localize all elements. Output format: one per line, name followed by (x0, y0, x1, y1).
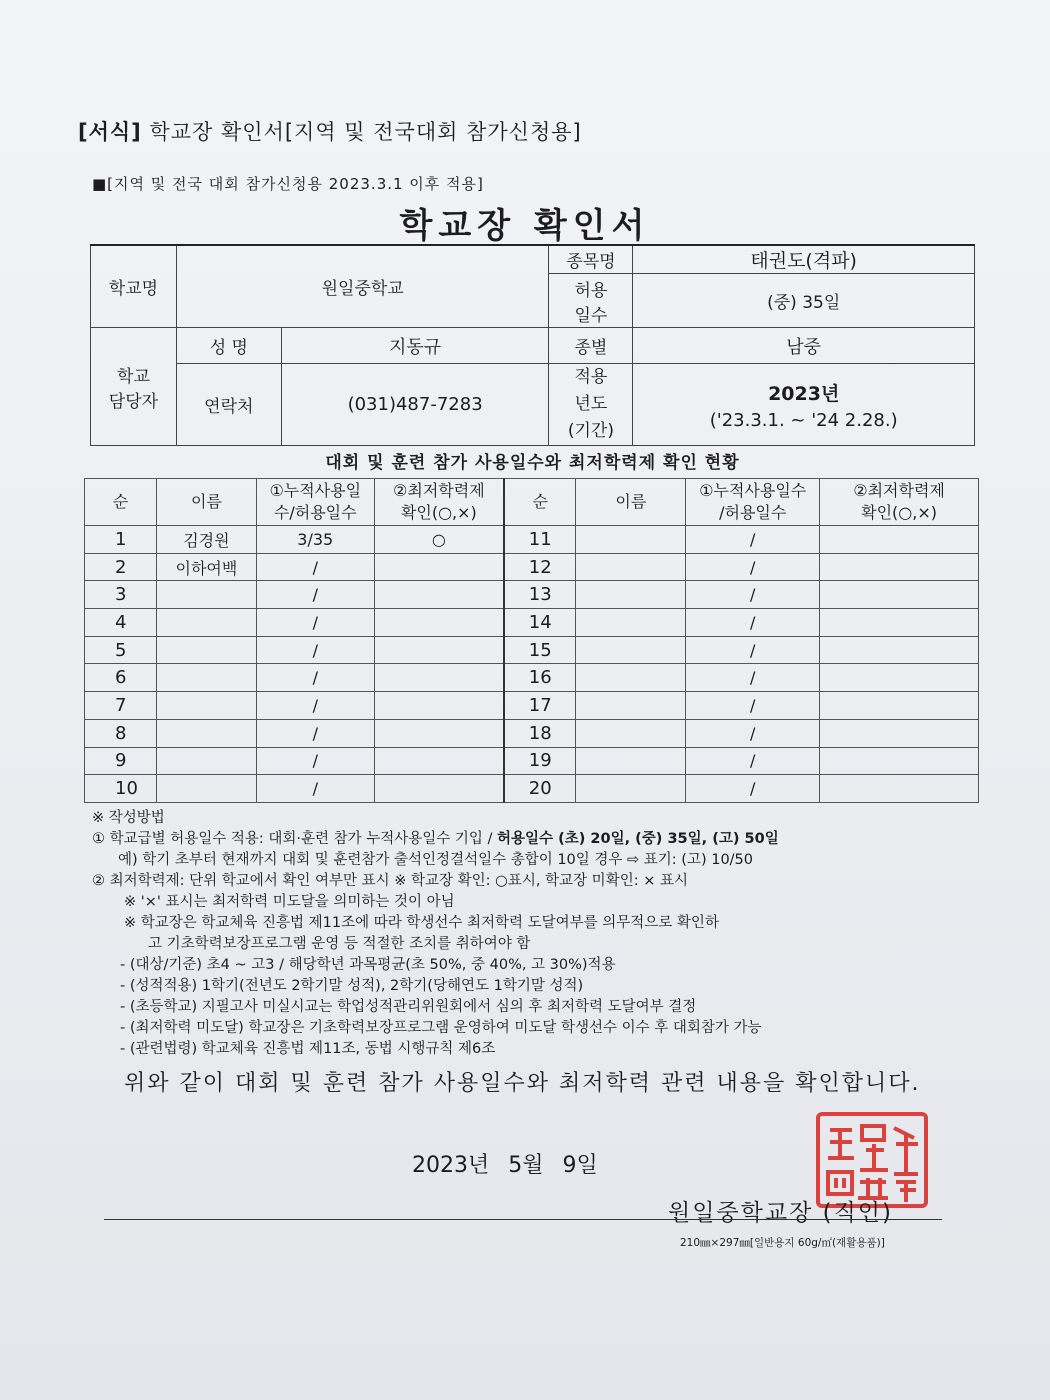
note-1-example: 예) 학기 초부터 현재까지 대회 및 훈련참가 출석인정결석일수 총합이 10일 경우 ⇨ 표기: (고) 10/50 (118, 852, 754, 868)
row-check-right (820, 747, 979, 775)
gender-label: 종별 (549, 328, 633, 364)
row-number-right: 12 (504, 553, 576, 581)
period-value-cell (633, 364, 975, 446)
row-days-right: / (686, 581, 820, 609)
row-number: 9 (85, 747, 157, 775)
period-value: ('23.3.1. ~ '24 2.28.) (709, 409, 898, 431)
row-name (156, 747, 256, 775)
row-check (374, 553, 504, 581)
note-list-1: - (대상/기준) 초4 ~ 고3 / 해당학년 과목평균(초 50%, 중 40%, 고 30%)적용 (120, 957, 616, 973)
note-1: ① 학교급별 허용일수 적용: 대회·훈련 참가 누적사용일수 기입 / 허용일수 (초) 20일, (중) 35일, (고) 50일 (92, 831, 779, 847)
row-number-right: 18 (504, 719, 576, 747)
note-3: ※ '×' 표시는 최저학력 미도달을 의미하는 것이 아님 (124, 894, 455, 910)
row-check-right (820, 692, 979, 720)
school-info-table (90, 244, 975, 446)
table-row (85, 664, 979, 692)
row-name-right (576, 692, 686, 720)
row-days: / (256, 747, 374, 775)
instructions (92, 808, 992, 1060)
row-number-right: 20 (504, 775, 576, 803)
table-row (85, 692, 979, 720)
row-name (156, 775, 256, 803)
row-days-right: / (686, 692, 820, 720)
row-name (156, 581, 256, 609)
row-number-right: 16 (504, 664, 576, 692)
note-4a: ※ 학교장은 학교체육 진흥법 제11조에 따라 학생선수 최저학력 도달여부를 의무적으로 확인하 (124, 915, 719, 931)
row-days-right: / (686, 609, 820, 637)
name-value: 지동규 (281, 328, 549, 364)
row-days: / (256, 664, 374, 692)
row-number-right: 19 (504, 747, 576, 775)
row-number-right: 15 (504, 636, 576, 664)
row-check (374, 775, 504, 803)
signature-line (104, 1219, 942, 1220)
row-check (374, 636, 504, 664)
issue-date: 2023년 5월 9일 (412, 1153, 598, 1178)
col-name: 이름 (156, 479, 256, 526)
row-days: / (256, 636, 374, 664)
row-number: 5 (85, 636, 157, 664)
roster-table (84, 478, 979, 803)
col-name-right: 이름 (576, 479, 686, 526)
row-name (156, 636, 256, 664)
col-check-right: ②최저학력제 확인(○,×) (820, 479, 979, 526)
row-days-right: / (686, 719, 820, 747)
row-days: / (256, 775, 374, 803)
table-row (85, 526, 979, 554)
row-days: / (256, 553, 374, 581)
table-row (85, 609, 979, 637)
row-days: / (256, 581, 374, 609)
row-name: 이하여백 (156, 553, 256, 581)
notes-heading: ※ 작성방법 (92, 810, 165, 826)
gender-value: 남중 (633, 328, 975, 364)
col-no: 순 (85, 479, 157, 526)
row-name-right (576, 581, 686, 609)
allowed-days-value: (중) 35일 (633, 274, 975, 328)
row-days-right: / (686, 664, 820, 692)
period-label: 적용 년도 (기간) (549, 364, 633, 446)
row-check-right (820, 664, 979, 692)
row-number: 7 (85, 692, 157, 720)
col-days-right: ①누적사용일수 /허용일수 (686, 479, 820, 526)
row-name-right (576, 609, 686, 637)
note-list-5: - (관련법령) 학교체육 진흥법 제11조, 동법 시행규칙 제6조 (120, 1041, 496, 1057)
event-value: 태권도(격파) (633, 245, 975, 274)
row-number: 1 (85, 526, 157, 554)
row-name (156, 719, 256, 747)
note-2: ② 최저학력제: 단위 학교에서 확인 여부만 표시 ※ 학교장 확인: ○표시, 학교장 미확인: × 표시 (92, 873, 688, 889)
row-days: / (256, 609, 374, 637)
school-label: 학교명 (91, 245, 177, 328)
row-name-right (576, 775, 686, 803)
row-number: 3 (85, 581, 157, 609)
row-days: / (256, 692, 374, 720)
row-name-right (576, 553, 686, 581)
row-days: 3/35 (256, 526, 374, 554)
row-days: / (256, 719, 374, 747)
paper-spec: 210㎜×297㎜[일반용지 60g/㎡(재활용품)] (680, 1237, 885, 1249)
row-number-right: 14 (504, 609, 576, 637)
row-check-right (820, 553, 979, 581)
row-number: 6 (85, 664, 157, 692)
confirmation-statement: 위와 같이 대회 및 훈련 참가 사용일수와 최저학력 관련 내용을 확인합니다. (124, 1071, 921, 1096)
row-check (374, 692, 504, 720)
row-name-right (576, 636, 686, 664)
table-row (85, 747, 979, 775)
table-row (85, 553, 979, 581)
contact-value: (031)487-7283 (281, 364, 549, 446)
row-check (374, 581, 504, 609)
table-row (85, 581, 979, 609)
year-value: 2023년 (768, 382, 840, 405)
row-days-right: / (686, 775, 820, 803)
row-check (374, 609, 504, 637)
manager-label: 학교 담당자 (91, 328, 177, 446)
row-days-right: / (686, 636, 820, 664)
row-number: 10 (85, 775, 157, 803)
form-title: 학교장 확인서[지역 및 전국대회 참가신청용] (149, 120, 582, 144)
form-tag: [서식] (78, 120, 142, 144)
row-name-right (576, 526, 686, 554)
col-days: ①누적사용일 수/허용일수 (256, 479, 374, 526)
row-days-right: / (686, 526, 820, 554)
table-row (85, 719, 979, 747)
note-list-4: - (최저학력 미도달) 학교장은 기초학력보장프로그램 운영하여 미도달 학생선수 이수 후 대회참가 가능 (120, 1020, 762, 1036)
row-check (374, 664, 504, 692)
roster-section-title: 대회 및 훈련 참가 사용일수와 최저학력제 확인 현황 (325, 453, 740, 473)
row-name-right (576, 664, 686, 692)
table-row (85, 775, 979, 803)
document-title: 학교장 확인서 (399, 206, 651, 246)
row-check-right (820, 636, 979, 664)
applicability-note: ■[지역 및 전국 대회 참가신청용 2023.3.1 이후 적용] (92, 175, 484, 193)
event-label: 종목명 (549, 245, 633, 274)
row-check: ○ (374, 526, 504, 554)
row-days-right: / (686, 553, 820, 581)
row-days-right: / (686, 747, 820, 775)
row-name: 김경원 (156, 526, 256, 554)
col-check: ②최저학력제 확인(○,×) (374, 479, 504, 526)
row-number-right: 17 (504, 692, 576, 720)
row-check-right (820, 581, 979, 609)
col-no-right: 순 (504, 479, 576, 526)
row-number-right: 13 (504, 581, 576, 609)
row-name (156, 692, 256, 720)
row-number: 2 (85, 553, 157, 581)
row-check (374, 747, 504, 775)
principal-signature: 원일중학교장 (직인) (668, 1200, 894, 1226)
row-check-right (820, 775, 979, 803)
note-list-3: - (초등학교) 지필고사 미실시교는 학업성적관리위원회에서 심의 후 최저학력 도달여부 결정 (120, 999, 697, 1015)
contact-label: 연락처 (176, 364, 281, 446)
row-number-right: 11 (504, 526, 576, 554)
row-name-right (576, 719, 686, 747)
row-check-right (820, 526, 979, 554)
row-name (156, 664, 256, 692)
row-check-right (820, 719, 979, 747)
school-value: 원일중학교 (176, 245, 549, 328)
row-number: 8 (85, 719, 157, 747)
note-list-2: - (성적적용) 1학기(전년도 2학기말 성적), 2학기(당해연도 1학기말 성적) (120, 978, 584, 994)
row-name-right (576, 747, 686, 775)
row-number: 4 (85, 609, 157, 637)
name-label: 성 명 (176, 328, 281, 364)
row-check (374, 719, 504, 747)
form-header (78, 116, 582, 146)
note-4b: 고 기초학력보장프로그램 운영 등 적절한 조치를 취하여야 함 (148, 936, 531, 952)
row-check-right (820, 609, 979, 637)
table-row (85, 636, 979, 664)
allowed-days-label: 허용 일수 (549, 274, 633, 328)
row-name (156, 609, 256, 637)
